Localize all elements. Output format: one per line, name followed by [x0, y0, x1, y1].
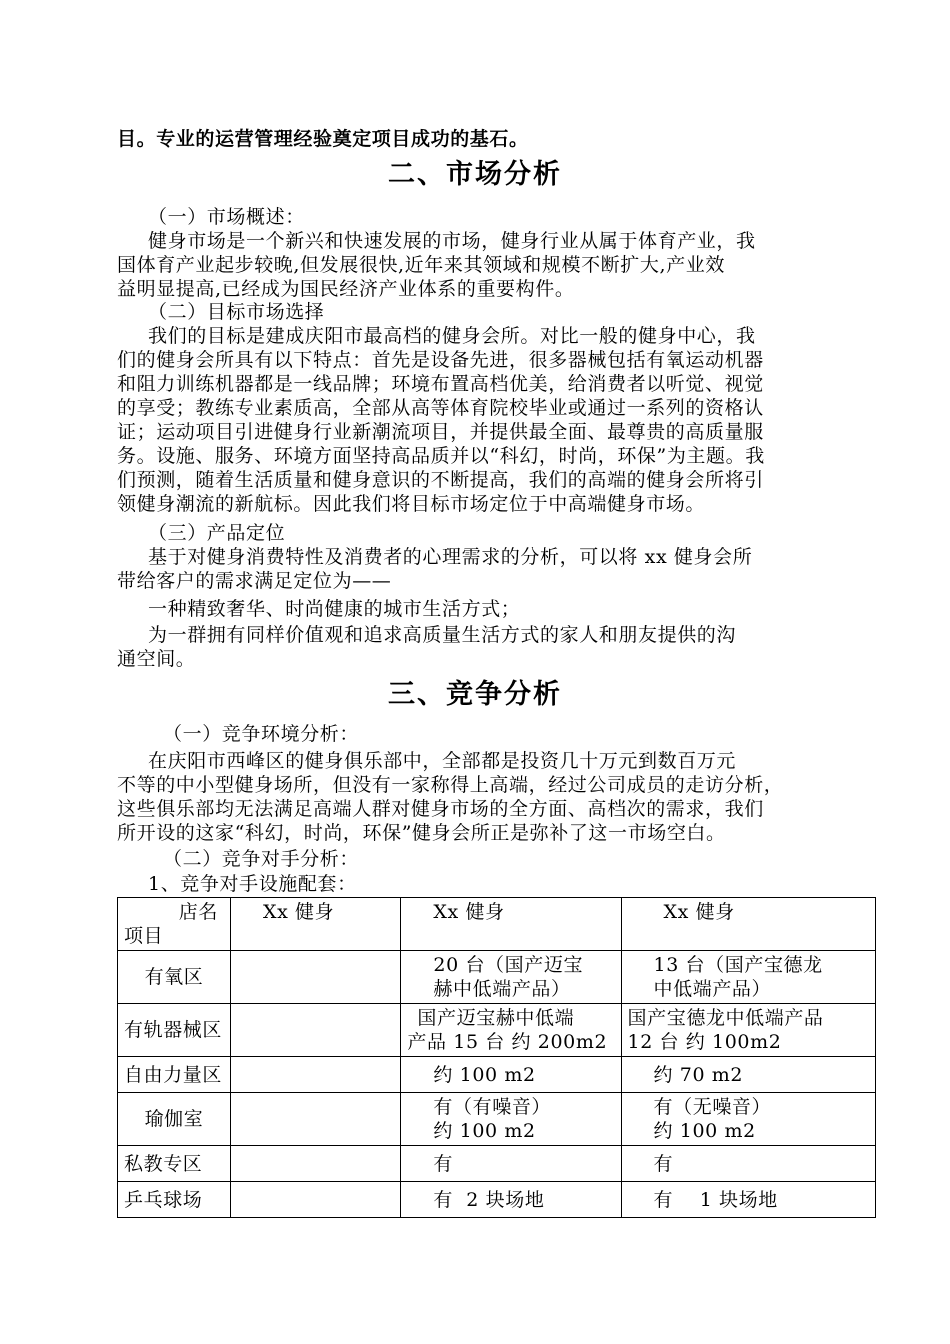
competitor-facilities-table [117, 897, 876, 1218]
table-cell [230, 1146, 400, 1182]
paragraph-line: 国体育产业起步较晚,但发展很快,近年来其领域和规模不断扩大,产业效 [117, 254, 725, 276]
cell-line: 20 台（国产迈宝 [433, 954, 584, 976]
subheading-product-positioning: （三）产品定位 [148, 522, 286, 544]
cell-line: 12 台 约 100m2 [627, 1031, 782, 1053]
paragraph-line: 为一群拥有同样价值观和追求高质量生活方式的家人和朋友提供的沟 [148, 624, 737, 646]
subheading-competitive-environment: （一）竞争环境分析： [163, 723, 360, 745]
table-cell [621, 1004, 875, 1057]
header-cell: Xx 健身 [621, 898, 875, 951]
paragraph-line: 益明显提高,已经成为国民经济产业体系的重要构件。 [117, 278, 575, 300]
table-cell: 有 2 块场地 [401, 1182, 621, 1218]
row-item-cell: 有氧区 [118, 951, 231, 1004]
table-row [118, 1057, 876, 1093]
cell-line: 有（无噪音） [653, 1096, 772, 1118]
paragraph-line: 和阻力训练机器都是一线品牌；环境布置高档优美，给消费者以听觉、视觉 [117, 373, 764, 395]
table-cell [401, 1004, 621, 1057]
section-heading-competition: 三、竞争分析 [388, 679, 562, 710]
paragraph-line: 健身市场是一个新兴和快速发展的市场，健身行业从属于体育产业，我 [148, 230, 756, 252]
subheading-market-overview: （一）市场概述： [148, 206, 305, 228]
cell-line: 产品 15 台 约 200m2 [407, 1031, 608, 1053]
subheading-competitor-facilities: 1、竞争对手设施配套： [148, 873, 357, 895]
header-cell: Xx 健身 [230, 898, 400, 951]
paragraph-line: 证；运动项目引进健身行业新潮流项目，并提供最全面、最尊贵的高质量服 [117, 421, 764, 443]
paragraph-line: 们预测，随着生活质量和健身意识的不断提高，我们的高端的健身会所将引 [117, 469, 764, 491]
subheading-target-market: （二）目标市场选择 [148, 301, 325, 323]
table-cell: 有 1 块场地 [621, 1182, 875, 1218]
table-cell [230, 951, 400, 1004]
table-cell [230, 1004, 400, 1057]
paragraph-line: 一种精致奢华、时尚健康的城市生活方式； [148, 598, 521, 620]
lead-line: 目。专业的运营管理经验奠定项目成功的基石。 [117, 128, 529, 150]
paragraph-line: 我们的目标是建成庆阳市最高档的健身会所。对比一般的健身中心，我 [148, 325, 756, 347]
corner-item-label: 项目 [124, 925, 164, 947]
table-cell [230, 1093, 400, 1146]
row-item-cell: 私教专区 [118, 1146, 231, 1182]
corner-store-label: 店名 [178, 901, 218, 923]
table-cell: 有 [401, 1146, 621, 1182]
paragraph-line: 所开设的这家“科幻，时尚，环保”健身会所正是弥补了这一市场空白。 [117, 822, 726, 844]
table-cell [621, 1093, 875, 1146]
paragraph-line: 不等的中小型健身场所，但没有一家称得上高端，经过公司成员的走访分析， [117, 774, 784, 796]
table-row [118, 951, 876, 1004]
paragraph-line: 带给客户的需求满足定位为—— [117, 570, 392, 592]
table-row [118, 1004, 876, 1057]
table-corner-cell [118, 898, 231, 951]
table-cell [401, 951, 621, 1004]
cell-line: 约 100 m2 [653, 1120, 756, 1142]
cell-line: 中低端产品） [653, 978, 772, 1000]
paragraph-line: 这些俱乐部均无法满足高端人群对健身市场的全方面、高档次的需求，我们 [117, 798, 764, 820]
row-item-cell: 乒乓球场 [118, 1182, 231, 1218]
cell-line: 13 台（国产宝德龙 [653, 954, 823, 976]
paragraph-line: 们的健身会所具有以下特点：首先是设备先进，很多器械包括有氧运动机器 [117, 349, 764, 371]
paragraph-line: 通空间。 [117, 648, 196, 670]
paragraph-line: 基于对健身消费特性及消费者的心理需求的分析，可以将 xx 健身会所 [148, 546, 753, 568]
paragraph-line: 务。设施、服务、环境方面坚持高品质并以“科幻，时尚，环保”为主题。我 [117, 445, 765, 467]
cell-line: 国产宝德龙中低端产品 [627, 1007, 824, 1029]
row-item-cell: 有轨器械区 [118, 1004, 231, 1057]
paragraph-line: 的享受；教练专业素质高，全部从高等体育院校毕业或通过一系列的资格认 [117, 397, 764, 419]
cell-line: 约 100 m2 [433, 1120, 536, 1142]
header-cell: Xx 健身 [401, 898, 621, 951]
table-header-row [118, 898, 876, 951]
table-cell: 有 [621, 1146, 875, 1182]
table-cell [230, 1057, 400, 1093]
row-item-cell: 自由力量区 [118, 1057, 231, 1093]
table-row [118, 1093, 876, 1146]
subheading-competitor-analysis: （二）竞争对手分析： [163, 848, 360, 870]
section-heading-market: 二、市场分析 [388, 159, 562, 190]
row-item-cell: 瑜伽室 [118, 1093, 231, 1146]
cell-line: 国产迈宝赫中低端 [417, 1007, 575, 1029]
table-row [118, 1182, 876, 1218]
table-row [118, 1146, 876, 1182]
cell-line: 有（有噪音） [433, 1096, 552, 1118]
paragraph-line: 领健身潮流的新航标。因此我们将目标市场定位于中高端健身市场。 [117, 493, 706, 515]
table-cell [621, 951, 875, 1004]
table-cell: 约 70 m2 [621, 1057, 875, 1093]
table-cell [230, 1182, 400, 1218]
table-cell [401, 1093, 621, 1146]
paragraph-line: 在庆阳市西峰区的健身俱乐部中，全部都是投资几十万元到数百万元 [148, 750, 737, 772]
table-cell: 约 100 m2 [401, 1057, 621, 1093]
cell-line: 赫中低端产品） [433, 978, 571, 1000]
